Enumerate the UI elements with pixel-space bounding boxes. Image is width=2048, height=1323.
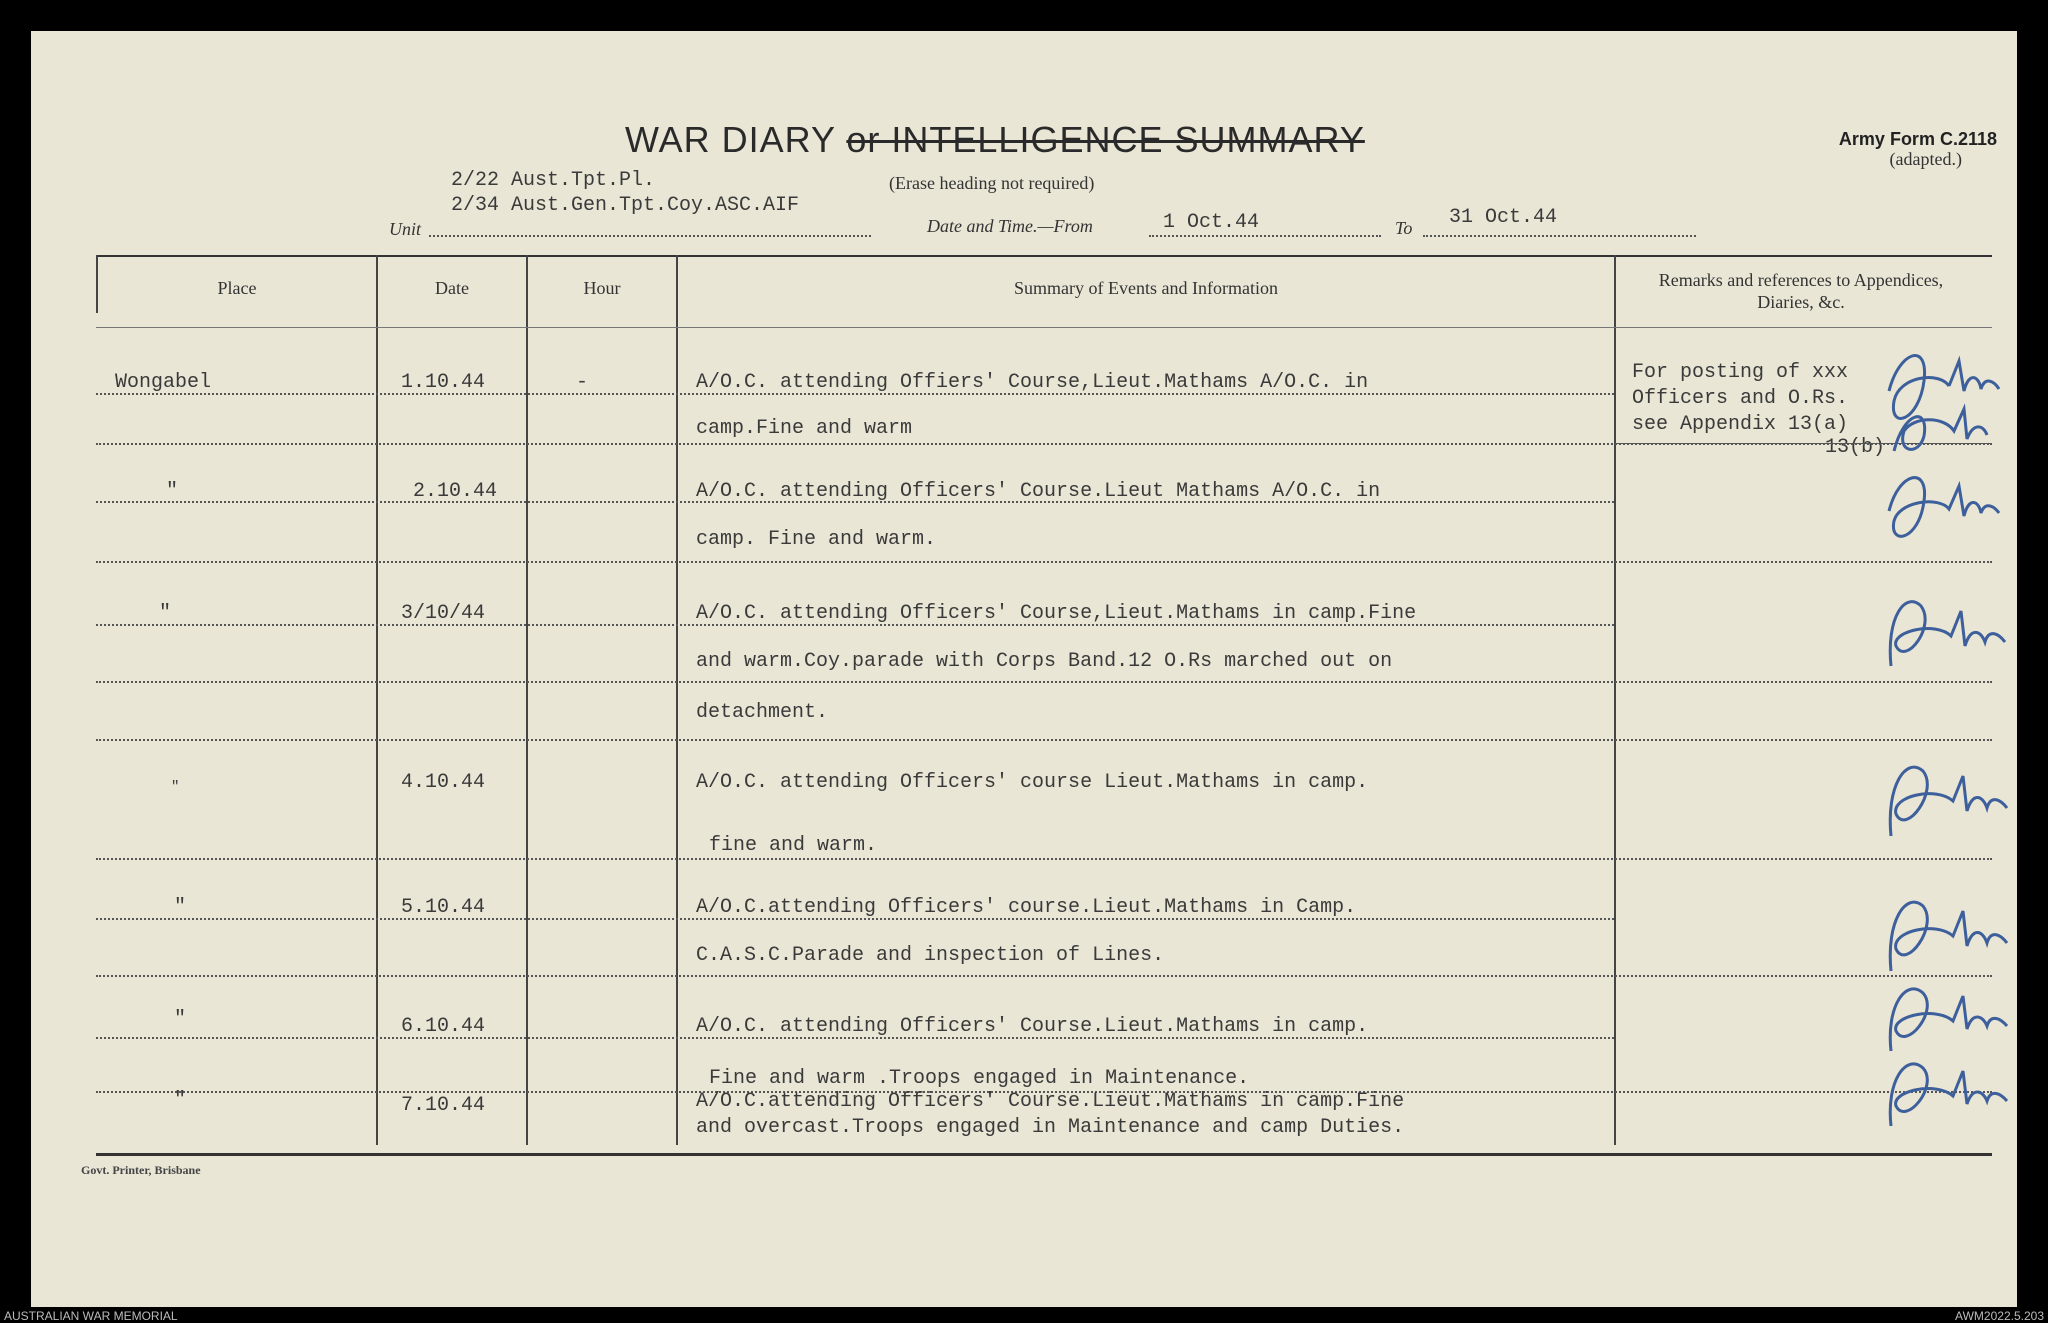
printer-imprint: Govt. Printer, Brisbane: [81, 1163, 201, 1177]
entry-7-line-2: and overcast.Troops engaged in Maintenance and camp Duties.: [696, 1116, 1405, 1139]
entry-1-line-1: A/O.C. attending Offiers' Course,Lieut.Mathams A/O.C. in: [696, 371, 1369, 394]
entry-1-date: 1.10.44: [401, 371, 486, 394]
table-top-rule: [96, 255, 1992, 257]
rule: [96, 975, 1992, 977]
remarks-line-3: see Appendix 13(a): [1632, 413, 1849, 436]
entry-2-place: ": [166, 480, 179, 503]
entry-3-line-3: detachment.: [696, 701, 829, 724]
unit-line-2: 2/34 Aust.Gen.Tpt.Coy.ASC.AIF: [451, 194, 800, 217]
unit-label: Unit: [389, 219, 422, 239]
date-time-label: Date and Time.—From: [927, 216, 1093, 236]
signature-initials: [1861, 576, 2011, 686]
rule: [96, 918, 1614, 920]
entry-4-line-2: fine and warm.: [709, 834, 878, 857]
footer-left: AUSTRALIAN WAR MEMORIAL: [4, 1309, 178, 1323]
erase-note: (Erase heading not required): [889, 173, 1095, 193]
rule: [96, 739, 1992, 741]
entry-5-place: ": [174, 896, 187, 919]
entry-4-line-1: A/O.C. attending Officers' course Lieut.Mathams in camp.: [696, 771, 1369, 794]
entry-7-place: ": [174, 1089, 187, 1112]
title-struck: or INTELLIGENCE SUMMARY: [846, 119, 1365, 160]
signature-initials: [1869, 331, 2009, 461]
entry-3-date: 3/10/44: [401, 602, 486, 625]
to-dotted-line: [1423, 235, 1696, 237]
signature-initials: [1869, 461, 2009, 551]
entry-5-date: 5.10.44: [401, 896, 486, 919]
title-kept: WAR DIARY: [625, 119, 836, 160]
col-border-summary: [1614, 255, 1616, 1145]
entry-6-line-2: Fine and warm .Troops engaged in Maintenance.: [709, 1067, 1250, 1090]
entry-2-line-1: A/O.C. attending Officers' Course.Lieut Mathams A/O.C. in: [696, 480, 1381, 503]
entry-1-place: Wongabel: [115, 371, 212, 394]
date-from: 1 Oct.44: [1163, 211, 1260, 234]
rule: [96, 1037, 1614, 1039]
rule: [96, 681, 1992, 683]
footer-right: AWM2022.5.203: [1955, 1309, 2044, 1323]
to-label: To: [1395, 218, 1413, 238]
signature-initials: [1861, 736, 2011, 856]
table-bottom-rule: [96, 1153, 1992, 1156]
header-summary: Summary of Events and Information: [1014, 278, 1278, 298]
entry-1-hour: -: [576, 371, 589, 394]
entry-6-line-1: A/O.C. attending Officers' Course.Lieut.Mathams in camp.: [696, 1015, 1369, 1038]
signature-initials: [1861, 1041, 2011, 1141]
col-border-date: [526, 255, 528, 1145]
col-border-hour: [676, 255, 678, 1145]
form-note: (adapted.): [1889, 149, 1962, 169]
from-dotted-line: [1149, 235, 1381, 237]
form-reference: Army Form C.2118: [1838, 129, 1997, 149]
entry-7-date: 7.10.44: [401, 1094, 486, 1117]
unit-line-1: 2/22 Aust.Tpt.Pl.: [451, 169, 656, 192]
entry-3-line-2: and warm.Coy.parade with Corps Band.12 O.Rs marched out on: [696, 650, 1393, 673]
entry-4-date: 4.10.44: [401, 771, 486, 794]
rule: [96, 858, 1992, 860]
entry-2-line-2: camp. Fine and warm.: [696, 528, 937, 551]
entry-6-place: ": [174, 1008, 187, 1031]
rule: [96, 501, 1614, 503]
header-hour: Hour: [583, 278, 621, 298]
header-place: Place: [217, 278, 257, 298]
diary-page: [31, 31, 2017, 1307]
header-rule: [96, 327, 1992, 328]
entry-4-place: ": [171, 779, 180, 795]
entry-1-line-2: camp.Fine and warm: [696, 417, 913, 440]
page-title: [625, 119, 1365, 161]
header-date: Date: [435, 278, 469, 298]
unit-dotted-line: [429, 235, 871, 237]
entry-5-line-1: A/O.C.attending Officers' course.Lieut.Mathams in Camp.: [696, 896, 1357, 919]
date-to: 31 Oct.44: [1449, 206, 1558, 229]
header-remarks: Remarks and references to Appendices, Diaries, &c.: [1658, 270, 1944, 312]
remarks-line-4: 13(b): [1825, 436, 1886, 459]
entry-5-line-2: C.A.S.C.Parade and inspection of Lines.: [696, 944, 1165, 967]
entry-6-date: 6.10.44: [401, 1015, 486, 1038]
entry-7-line-1: A/O.C.attending Officers' Course.Lieut.Mathams in camp.Fine: [696, 1090, 1405, 1113]
rule: [96, 561, 1992, 563]
remarks-line-2: Officers and O.Rs.: [1632, 387, 1849, 410]
remarks-line-1: For posting of xxx: [1632, 361, 1849, 384]
col-border-place: [376, 255, 378, 1145]
entry-3-place: ": [159, 602, 172, 625]
rule: [96, 393, 1614, 395]
entry-2-date: 2.10.44: [413, 480, 498, 503]
rule: [96, 624, 1614, 626]
entry-3-line-1: A/O.C. attending Officers' Course,Lieut.Mathams in camp.Fine: [696, 602, 1417, 625]
